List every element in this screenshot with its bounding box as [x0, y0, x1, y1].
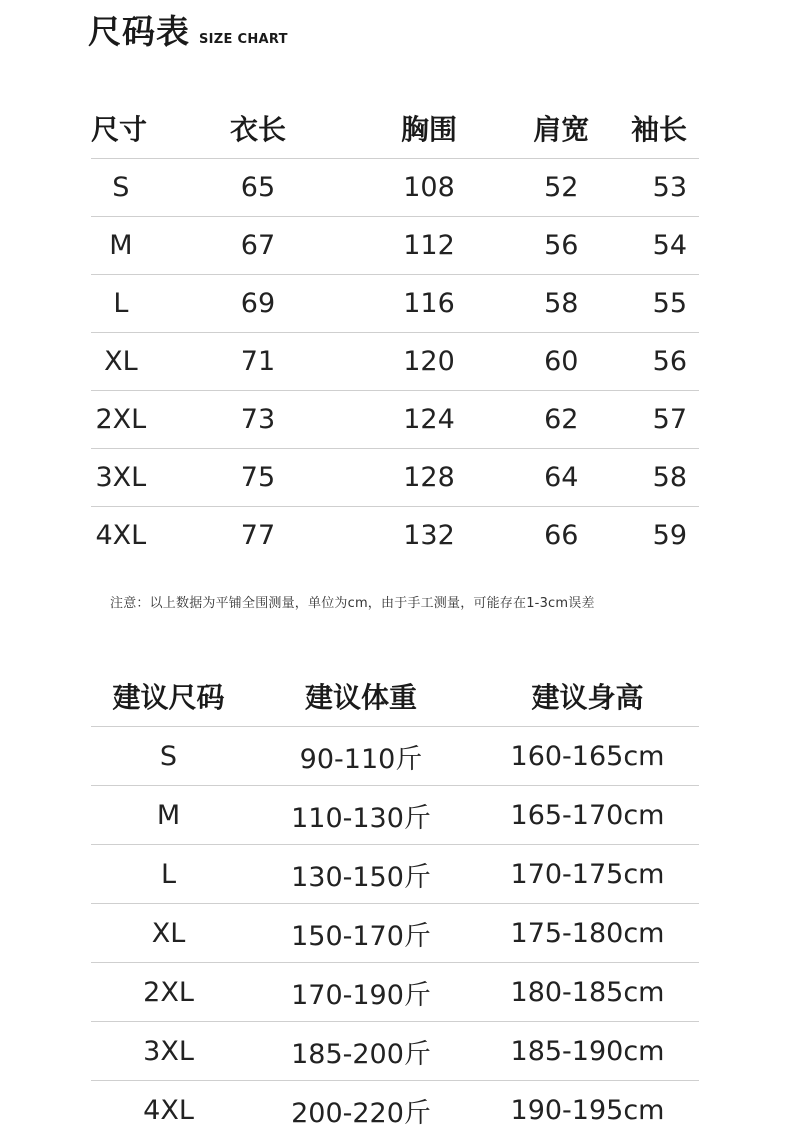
table-cell: 3XL — [91, 449, 151, 507]
table-row — [91, 727, 699, 786]
column-header-recommended-weight: 建议体重 — [246, 666, 476, 727]
table-cell: 65 — [151, 159, 365, 217]
table-cell: 58 — [493, 275, 630, 333]
table-cell: 73 — [151, 391, 365, 449]
table-cell: 110-130斤 — [246, 786, 476, 845]
table-cell: 53 — [630, 159, 699, 217]
table-cell: 2XL — [91, 963, 246, 1022]
table-cell: 64 — [493, 449, 630, 507]
table-cell: 52 — [493, 159, 630, 217]
table-cell: 112 — [365, 217, 493, 275]
column-header-shoulder: 肩宽 — [493, 98, 630, 159]
table-cell: 132 — [403, 520, 455, 551]
table-cell: 69 — [151, 275, 365, 333]
table-cell: 60 — [493, 333, 630, 391]
table-cell: 4XL — [143, 1094, 194, 1126]
table-cell: XL — [91, 904, 246, 963]
table-cell: 160-165cm — [476, 727, 699, 786]
table-cell: 59 — [652, 520, 687, 551]
table-row — [91, 845, 699, 904]
table-cell: 180-185cm — [476, 963, 699, 1022]
table-cell: 128 — [365, 449, 493, 507]
table-row — [91, 963, 699, 1022]
table-cell: 116 — [365, 275, 493, 333]
page-header — [88, 10, 288, 54]
table-cell: 56 — [493, 217, 630, 275]
table-cell: M — [91, 217, 151, 275]
table-cell: M — [91, 786, 246, 845]
table-cell: 55 — [630, 275, 699, 333]
table-cell: 150-170斤 — [246, 904, 476, 963]
column-header-size: 尺寸 — [91, 98, 151, 159]
table-header-row — [91, 666, 699, 727]
table-cell: L — [91, 275, 151, 333]
table-row — [91, 217, 699, 275]
recommendation-table — [91, 666, 699, 1139]
table-cell: 124 — [365, 391, 493, 449]
table-cell: 4XL — [95, 520, 147, 551]
table-cell: XL — [91, 333, 151, 391]
column-header-recommended-height: 建议身高 — [476, 666, 699, 727]
table-row — [91, 391, 699, 449]
table-cell: 57 — [630, 391, 699, 449]
table-cell: 56 — [630, 333, 699, 391]
table-cell: 66 — [544, 520, 579, 551]
size-chart-table — [91, 98, 699, 564]
table-header-row — [91, 98, 699, 159]
column-header-length: 衣长 — [151, 98, 365, 159]
table-row — [91, 507, 699, 565]
table-cell: 170-175cm — [476, 845, 699, 904]
table-cell: 190-195cm — [510, 1094, 665, 1126]
table-cell: S — [91, 727, 246, 786]
table-row — [91, 449, 699, 507]
table-cell: 58 — [630, 449, 699, 507]
table-cell: 3XL — [91, 1022, 246, 1081]
table-cell: 175-180cm — [476, 904, 699, 963]
table-row — [91, 159, 699, 217]
table-cell: 200-220斤 — [291, 1097, 431, 1129]
table-cell: 108 — [365, 159, 493, 217]
table-cell: L — [91, 845, 246, 904]
table-row — [91, 904, 699, 963]
column-header-chest: 胸围 — [365, 98, 493, 159]
table-cell: 67 — [151, 217, 365, 275]
table-cell: 2XL — [91, 391, 151, 449]
page-subtitle: SIZE CHART — [199, 32, 288, 47]
column-header-sleeve: 袖长 — [630, 98, 699, 159]
column-header-recommended-size: 建议尺码 — [91, 666, 246, 727]
table-row — [91, 1081, 699, 1140]
table-row — [91, 333, 699, 391]
table-cell: 185-190cm — [476, 1022, 699, 1081]
table-row — [91, 275, 699, 333]
table-cell: 170-190斤 — [246, 963, 476, 1022]
table-cell: 77 — [240, 520, 276, 551]
table-cell: 90-110斤 — [246, 727, 476, 786]
table-row — [91, 1022, 699, 1081]
table-cell: 130-150斤 — [246, 845, 476, 904]
table-cell: 165-170cm — [476, 786, 699, 845]
table-cell: 185-200斤 — [246, 1022, 476, 1081]
table-cell: 75 — [151, 449, 365, 507]
table-cell: S — [91, 159, 151, 217]
table-row — [91, 786, 699, 845]
table-cell: 120 — [365, 333, 493, 391]
table-cell: 54 — [630, 217, 699, 275]
measurement-note: 注意：以上数据为平铺全围测量，单位为cm，由于手工测量，可能存在1-3cm误差 — [110, 596, 595, 611]
table-cell: 62 — [493, 391, 630, 449]
page-title: 尺码表 — [88, 12, 190, 51]
table-cell: 71 — [151, 333, 365, 391]
